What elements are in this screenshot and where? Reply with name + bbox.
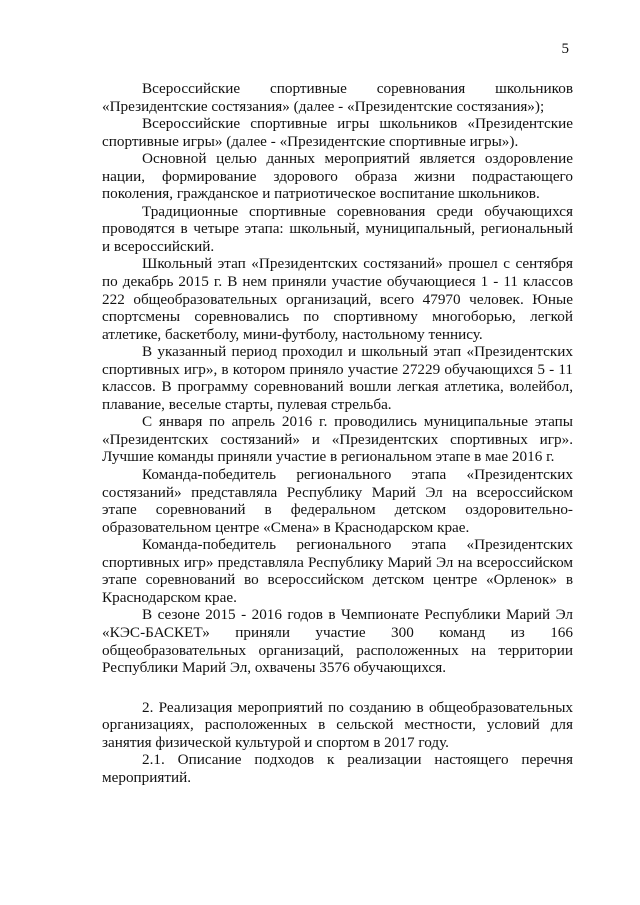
section-heading: 2. Реализация мероприятий по созданию в общеобразовательных организациях, расположенных в сельской местности, условий для занятия физической культурой и спортом в 2017 году. — [102, 698, 573, 751]
document-body — [102, 80, 573, 786]
paragraph: Школьный этап «Президентских состязаний» прошел с сентября по декабрь 2015 г. В нем приняли участие обучающиеся 1 - 11 классов 222 общеобразовательных организаций, всего 47970 человек. Юные спортсмены соревновались по спортивному многоборью, легкой атлетике, баскетболу, мини-футболу, настольному теннису. — [102, 255, 573, 343]
paragraph: С января по апрель 2016 г. проводились муниципальные этапы «Президентских состязаний» и «Президентских спортивных игр». Лучшие команды приняли участие в региональном этапе в мае 2016 г. — [102, 413, 573, 466]
paragraph: Команда-победитель регионального этапа «Президентских состязаний» представляла Республику Марий Эл на всероссийском этапе соревнований в федеральном детском оздоровительно-образовательном центре «Смена» в Краснодарском крае. — [102, 466, 573, 536]
paragraph: В указанный период проходил и школьный этап «Президентских спортивных игр», в котором приняло участие 27229 обучающихся 5 - 11 классов. В программу соревнований вошли легкая атлетика, волейбол, плавание, веселые старты, пулевая стрельба. — [102, 343, 573, 413]
paragraph: Команда-победитель регионального этапа «Президентских спортивных игр» представляла Республику Марий Эл на всероссийском этапе соревнований во всероссийском детском центре «Орленок» в Краснодарском крае. — [102, 536, 573, 606]
paragraph: Всероссийские спортивные соревнования школьников «Президентские состязания» (далее - «Президентские состязания»); — [102, 80, 573, 115]
section-spacer — [102, 677, 573, 699]
paragraph: Традиционные спортивные соревнования среди обучающихся проводятся в четыре этапа: школьный, муниципальный, региональный и всероссийский. — [102, 202, 573, 255]
page-number: 5 — [561, 41, 569, 57]
paragraph: Всероссийские спортивные игры школьников «Президентские спортивные игры» (далее - «Президентские спортивные игры»). — [102, 115, 573, 150]
paragraph: В сезоне 2015 - 2016 годов в Чемпионате Республики Марий Эл «КЭС-БАСКЕТ» приняли участие 300 команд из 166 общеобразовательных организаций, расположенных на территории Республики Марий Эл, охвачены 3576 обучающихся. — [102, 606, 573, 677]
paragraph: Основной целью данных мероприятий является оздоровление нации, формирование здорового образа жизни подрастающего поколения, гражданское и патриотическое воспитание школьников. — [102, 150, 573, 203]
section-subheading: 2.1. Описание подходов к реализации настоящего перечня мероприятий. — [102, 751, 573, 786]
